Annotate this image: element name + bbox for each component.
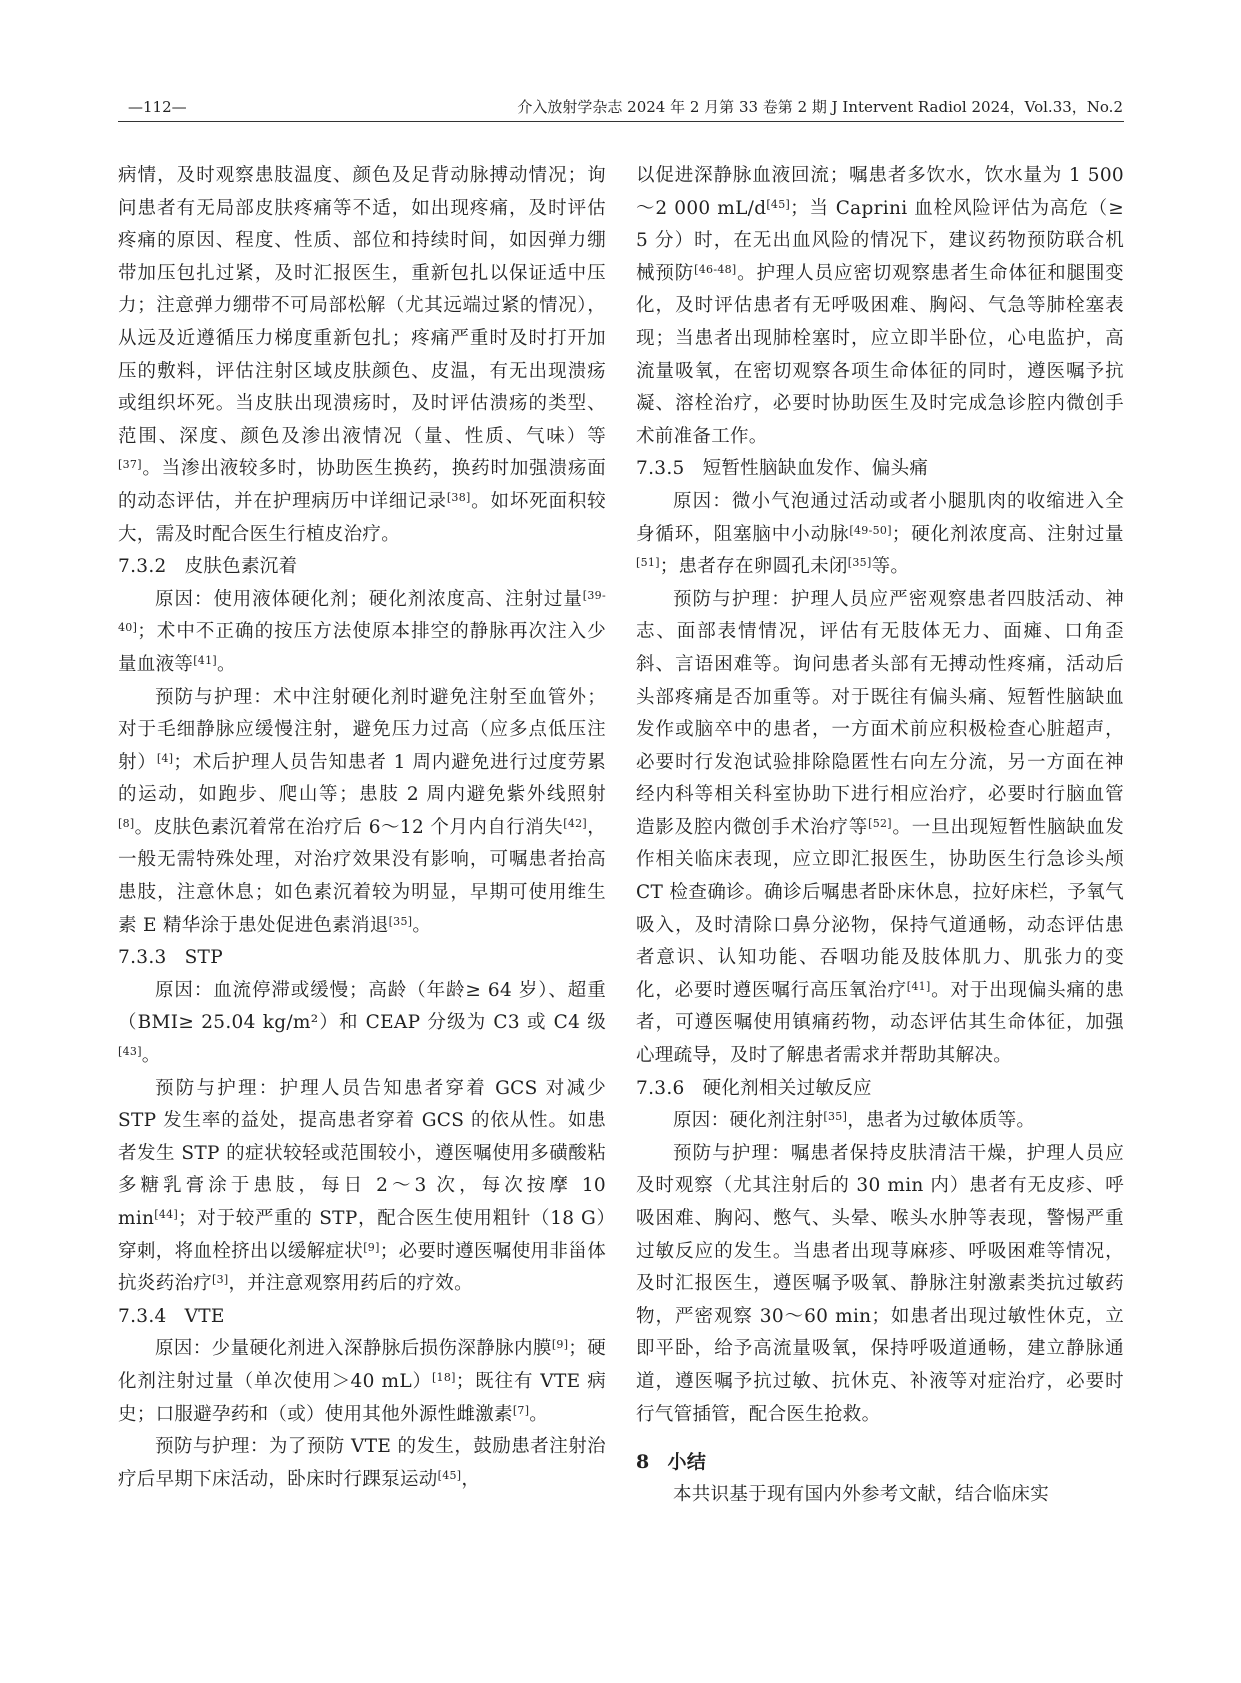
citation: [39-40]	[118, 588, 606, 635]
left-column	[118, 160, 606, 1496]
citation: [52]	[868, 816, 892, 830]
citation: [41]	[906, 979, 931, 993]
citation: [3]	[212, 1273, 229, 1287]
citation: [18]	[431, 1370, 456, 1384]
section-heading: 7.3.6 硬化剂相关过敏反应	[636, 1077, 872, 1099]
citation: [9]	[363, 1240, 380, 1254]
citation: [46-48]	[694, 262, 737, 276]
paragraph: 预防与护理：嘱患者保持皮肤清洁干燥，护理人员应及时观察（尤其注射后的 30 min 内）患者有无皮疹、呼吸困难、胸闷、憋气、头晕、喉头水肿等表现，警惕严重过敏反应的发生。当患者出现荨麻疹、呼吸困难等情况，及时汇报医生，遵医嘱予吸氧、静脉注射激素类抗过敏药物，严密观察 30～60 min；如患者出现过敏性休克，立即平卧，给予高流量吸氧，保持呼吸道通畅，建立静脉通道，遵医嘱予抗过敏、抗休克、补液等对症治疗，必要时行气管插管，配合医生抢救。	[636, 1142, 1124, 1425]
section-heading: 7.3.2 皮肤色素沉着	[118, 556, 298, 578]
citation: [35]	[847, 556, 872, 570]
citation: [38]	[446, 490, 471, 504]
section-heading: 8 小结	[636, 1451, 707, 1474]
section-heading: 7.3.4 VTE	[118, 1305, 225, 1327]
citation: [42]	[563, 816, 588, 830]
citation: [8]	[118, 816, 135, 830]
paragraph: 原因：血流停滞或缓慢；高龄（年龄≥ 64 岁）、超重（BMI≥ 25.04 kg/m²）和 CEAP 分级为 C3 或 C4 级[43]。	[118, 979, 606, 1067]
paragraph: 原因：硬化剂注射[35]，患者为过敏体质等。	[673, 1110, 1036, 1132]
paragraph: 预防与护理：护理人员告知患者穿着 GCS 对减少 STP 发生率的益处，提高患者穿着 GCS 的依从性。如患者发生 STP 的症状较轻或范围较小，遵医嘱使用多磺酸粘多糖乳膏涂于患肢，每日 2～3 次，每次按摩 10 min[44]；对于较严重的 STP，配合医生使用粗针（18 G）穿刺，将血栓挤出以缓解症状[9]；必要时遵医嘱使用非甾体抗炎药治疗[3]，并注意观察用药后的疗效。	[118, 1077, 606, 1295]
citation: [49-50]	[849, 523, 892, 537]
paragraph: 原因：少量硬化剂进入深静脉后损伤深静脉内膜[9]；硬化剂注射过量（单次使用＞40 mL）[18]；既往有 VTE 病史；口服避孕药和（或）使用其他外源性雌激素[7]。	[118, 1338, 606, 1425]
citation: [4]	[156, 751, 174, 765]
paragraph: 以促进深静脉血液回流；嘱患者多饮水，饮水量为 1 500～2 000 mL/d[45]；当 Caprini 血栓风险评估为高危（≥ 5 分）时，在无出血风险的情况下，建议药物预防联合机械预防[46-48]。护理人员应密切观察患者生命体征和腿围变化，及时评估患者有无呼吸困难、胸闷、气急等肺栓塞表现；当患者出现肺栓塞时，应立即半卧位，心电监护，高流量吸氧，在密切观察各项生命体征的同时，遵医嘱予抗凝、溶栓治疗，必要时协助医生及时完成急诊腔内微创手术前准备工作。	[636, 165, 1124, 447]
citation: [45]	[766, 197, 791, 211]
citation: [35]	[823, 1110, 848, 1124]
citation: [44]	[154, 1208, 179, 1221]
paragraph: 原因：使用液体硬化剂；硬化剂浓度高、注射过量[39-40]；术中不正确的按压方法使原本排空的静脉再次注入少量血液等[41]。	[118, 588, 606, 675]
paragraph: 预防与护理：护理人员应严密观察患者四肢活动、神志、面部表情情况，评估有无肢体无力、面瘫、口角歪斜、言语困难等。询问患者头部有无搏动性疼痛，活动后头部疼痛是否加重等。对于既往有偏头痛、短暂性脑缺血发作或脑卒中的患者，一方面术前应积极检查心脏超声，必要时行发泡试验排除隐匿性右向左分流，另一方面在神经内科等相关科室协助下进行相应治疗，必要时行脑血管造影及腔内微创手术治疗等[52]。一旦出现短暂性脑缺血发作相关临床表现，应立即汇报医生，协助医生行急诊头颅 CT 检查确诊。确诊后嘱患者卧床休息，拉好床栏，予氧气吸入，及时清除口鼻分泌物，保持气道通畅，动态评估患者意识、认知功能、吞咽功能及肢体肌力、肌张力的变化，必要时遵医嘱行高压氧治疗[41]。对于出现偏头痛的患者，可遵医嘱使用镇痛药物，动态评估其生命体征，加强心理疏导，及时了解患者需求并帮助其解决。	[636, 588, 1124, 1067]
citation: [43]	[118, 1045, 142, 1059]
right-column	[636, 160, 1124, 1512]
journal-citation: 介入放射学杂志 2024 年 2 月第 33 卷第 2 期 J Intervent Radiol 2024，Vol.33，No.2	[517, 98, 1123, 116]
section-heading: 7.3.5 短暂性脑缺血发作、偏头痛	[636, 458, 929, 480]
citation: [37]	[118, 458, 142, 472]
page-number: —112—	[128, 98, 187, 116]
header-divider	[118, 121, 1124, 122]
paragraph: 预防与护理：术中注射硬化剂时避免注射至血管外；对于毛细静脉应缓慢注射，避免压力过高（应多点低压注射）[4]；术后护理人员告知患者 1 周内避免进行过度劳累的运动，如跑步、爬山等；患肢 2 周内避免紫外线照射[8]。皮肤色素沉着常在治疗后 6～12 个月内自行消失[42]，一般无需特殊处理，对治疗效果没有影响，可嘱患者抬高患肢，注意休息；如色素沉着较为明显，早期可使用维生素 E 精华涂于患处促进色素消退[35]。	[118, 686, 606, 936]
citation: [41]	[193, 653, 217, 667]
running-header	[118, 96, 1123, 122]
paragraph: 本共识基于现有国内外参考文献，结合临床实	[673, 1484, 1050, 1506]
citation: [35]	[388, 914, 413, 928]
paragraph: 预防与护理：为了预防 VTE 的发生，鼓励患者注射治疗后早期下床活动，卧床时行踝泵运动[45]，	[118, 1436, 606, 1490]
paragraph: 原因：微小气泡通过活动或者小腿肌肉的收缩进入全身循环，阻塞脑中小动脉[49-50]；硬化剂浓度高、注射过量[51]；患者存在卵圆孔未闭[35]等。	[636, 490, 1124, 578]
citation: [51]	[636, 556, 660, 570]
paragraph: 病情，及时观察患肢温度、颜色及足背动脉搏动情况；询问患者有无局部皮肤疼痛等不适，如出现疼痛，及时评估疼痛的原因、程度、性质、部位和持续时间，如因弹力绷带加压包扎过紧，及时汇报医生，重新包扎以保证适中压力；注意弹力绷带不可局部松解（尤其远端过紧的情况），从远及近遵循压力梯度重新包扎；疼痛严重时及时打开加压的敷料，评估注射区域皮肤颜色、皮温，有无出现溃疡或组织坏死。当皮肤出现溃疡时，及时评估溃疡的类型、范围、深度、颜色及渗出液情况（量、性质、气味）等[37]。当渗出液较多时，协助医生换药，换药时加强溃疡面的动态评估，并在护理病历中详细记录[38]。如坏死面积较大，需及时配合医生行植皮治疗。	[118, 165, 606, 545]
citation: [9]	[551, 1338, 569, 1352]
section-heading: 7.3.3 STP	[118, 947, 223, 969]
citation: [7]	[512, 1403, 530, 1417]
citation: [45]	[437, 1468, 462, 1482]
